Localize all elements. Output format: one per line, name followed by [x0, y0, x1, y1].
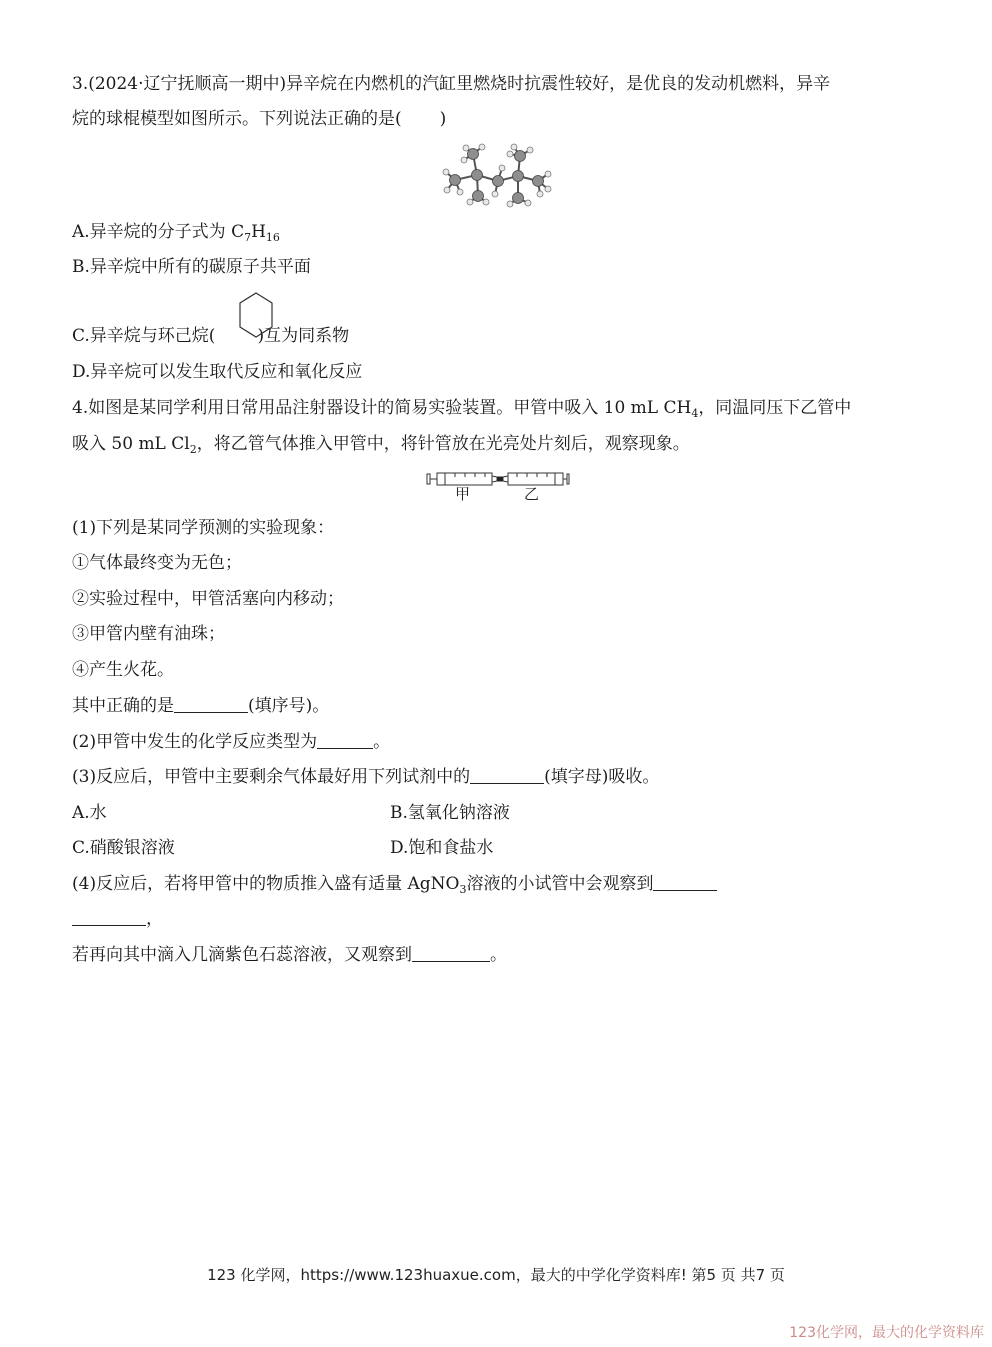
footer-text: 123 化学网，https://www.123huaxue.com，最大的中学化学资料库! 第5 页 共7 页 — [207, 1266, 785, 1284]
part4-text: (4)反应后，若将甲管中的物质推入盛有适量 AgNO — [72, 874, 460, 894]
label-jia-text: 甲 — [455, 485, 471, 503]
q4-part3-option-c — [72, 836, 175, 860]
q4-part1-item-2 — [72, 587, 344, 611]
part4-text4: 。 — [490, 945, 507, 965]
q3-option-a — [72, 220, 280, 244]
q3-option-d — [72, 360, 362, 384]
option-text: D.饱和食盐水 — [390, 838, 494, 858]
q4-part3 — [72, 765, 659, 789]
part2-text: (2)甲管中发生的化学反应类型为 — [72, 732, 318, 752]
q4-part1-item-3 — [72, 622, 225, 646]
q4-part3-option-a — [72, 801, 107, 825]
isooctane-ball-stick-model — [440, 142, 554, 208]
item-text: ④产生火花。 — [72, 660, 174, 680]
q4-part4-line1 — [72, 872, 717, 896]
q4-part1-title — [72, 516, 334, 540]
part4-text2: 溶液的小试管中会观察到 — [466, 874, 654, 894]
q3-option-a-text: A.异辛烷的分子式为 C — [72, 222, 245, 242]
subscript: 2 — [189, 443, 197, 456]
q3-stem-line1 — [72, 72, 830, 96]
part3-text2: (填字母)吸收。 — [544, 767, 660, 787]
q4-part4-line3 — [72, 943, 507, 967]
q4-part2 — [72, 730, 390, 754]
q3-option-b-text: B.异辛烷中所有的碳原子共平面 — [72, 257, 311, 277]
subscript: 16 — [265, 231, 280, 244]
item-text: ③甲管内壁有油珠； — [72, 624, 225, 644]
q4-stem-text: 4.如图是某同学利用日常用品注射器设计的简易实验装置。甲管中吸入 10 mL CH — [72, 398, 692, 418]
q3-option-b — [72, 255, 311, 279]
option-text: A.水 — [72, 803, 107, 823]
q4-part1-ask — [72, 694, 329, 718]
answer-blank — [72, 907, 146, 926]
option-text: B.氢氧化钠溶液 — [390, 803, 510, 823]
q4-part4-line2 — [72, 907, 163, 931]
ask-text2: (填序号)。 — [248, 696, 330, 716]
q4-stem-text2: ，同温同压下乙管中 — [698, 398, 852, 418]
page-footer — [0, 1264, 992, 1285]
q4-part3-option-d — [390, 836, 493, 860]
answer-blank — [470, 765, 544, 784]
q4-part1-title-text: (1)下列是某同学预测的实验现象： — [72, 518, 335, 538]
q4-part1-item-1 — [72, 551, 242, 575]
label-yi-text: 乙 — [524, 485, 540, 503]
option-text: C.硝酸银溶液 — [72, 838, 175, 858]
cyclohexane-hexagon — [236, 290, 276, 342]
subscript: 4 — [691, 407, 699, 420]
item-text: ①气体最终变为无色； — [72, 553, 242, 573]
q3-option-c-text2: )互为同系物 — [257, 326, 350, 346]
q4-stem-text4: ，将乙管气体推入甲管中，将针管放在光亮处片刻后，观察现象。 — [196, 434, 690, 454]
q3-option-c-text: C.异辛烷与环己烷( — [72, 326, 216, 346]
answer-blank — [174, 694, 248, 713]
q4-stem-line1 — [72, 396, 851, 420]
label-jia — [455, 485, 470, 503]
label-yi — [524, 485, 539, 503]
q4-part1-item-4 — [72, 658, 174, 682]
subscript: 7 — [244, 231, 252, 244]
q3-stem-line2 — [72, 107, 446, 131]
q4-stem-line2 — [72, 432, 690, 456]
part3-text: (3)反应后，甲管中主要剩余气体最好用下列试剂中的 — [72, 767, 471, 787]
part4-text3: 若再向其中滴入几滴紫色石蕊溶液，又观察到 — [72, 945, 412, 965]
answer-blank — [412, 943, 490, 962]
q3-paren-close: ) — [439, 109, 447, 129]
watermark-text: 123化学网，最大的化学资料库 — [789, 1325, 984, 1341]
q3-stem-text2: 烷的球棍模型如图所示。下列说法正确的是( — [72, 109, 402, 129]
answer-blank — [653, 872, 717, 891]
subscript: 3 — [459, 883, 467, 896]
q3-option-a-h: H — [251, 222, 266, 242]
q4-part3-option-b — [390, 801, 510, 825]
q3-option-d-text: D.异辛烷可以发生取代反应和氧化反应 — [72, 362, 363, 382]
part2-text2: 。 — [373, 732, 391, 752]
q3-stem-text: 3.(2024·辽宁抚顺高一期中)异辛烷在内燃机的汽缸里燃烧时抗震性较好，是优良的发动机燃料，异辛 — [72, 74, 831, 94]
item-text: ②实验过程中，甲管活塞向内移动； — [72, 589, 344, 609]
syringe-apparatus — [425, 468, 570, 490]
ask-text: 其中正确的是 — [72, 696, 174, 716]
q4-stem-text3: 吸入 50 mL Cl — [72, 434, 190, 454]
q3-option-c — [72, 324, 349, 348]
part4-comma: ， — [146, 909, 163, 929]
answer-blank — [317, 730, 373, 749]
watermark — [789, 1322, 984, 1342]
